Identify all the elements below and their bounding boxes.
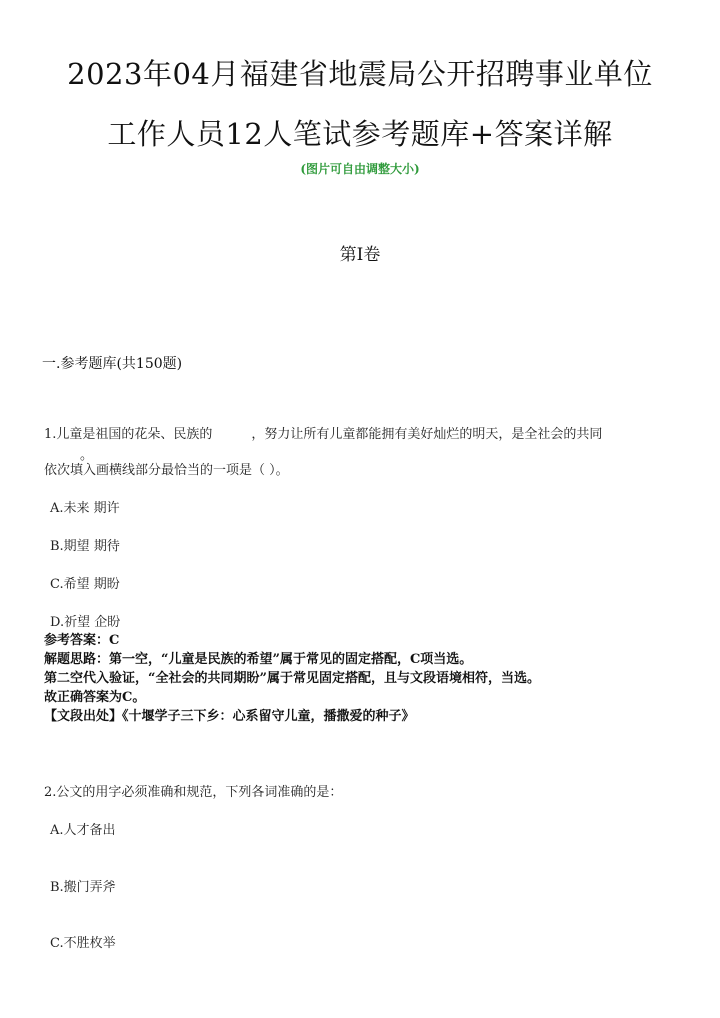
question-2-stem: 2.公文的用字必须准确和规范，下列各词准确的是： — [44, 785, 343, 800]
question-1-stem-line-2: 依次填入画横线部分最恰当的一项是（ ）。 — [44, 463, 289, 478]
question-1-option-d: D.祈望 企盼 — [50, 615, 121, 630]
volume-heading: 第I卷 — [339, 245, 381, 265]
question-1-option-a: A.未来 期许 — [50, 501, 120, 516]
question-1-option-c: C.希望 期盼 — [50, 577, 120, 592]
question-1-stem-dot: 。 — [80, 448, 94, 463]
document-subtitle: (图片可自由调整大小) — [300, 162, 420, 176]
document-title-line-2: 工作人员12人笔试参考题库+答案详解 — [107, 117, 613, 151]
question-2-option-a: A.人才备出 — [50, 823, 116, 838]
question-1-explanation-line-1: 解题思路：第一空，“儿童是民族的希望”属于常见的固定搭配，C项当选。 — [44, 652, 473, 667]
question-1-explanation-line-3: 故正确答案为C。 — [44, 690, 146, 705]
question-2-option-b: B.搬门弄斧 — [50, 880, 116, 895]
question-1-explanation-line-2: 第二空代入验证，“全社会的共同期盼”属于常见固定搭配，且与文段语境相符，当选。 — [44, 671, 540, 686]
question-2-option-c: C.不胜枚举 — [50, 936, 116, 951]
question-1-stem-line-1: 1.儿童是祖国的花朵、民族的 ，努力让所有儿童都能拥有美好灿烂的明天，是全社会的共同 — [44, 427, 603, 442]
question-1-source: 【文段出处】《十堰学子三下乡：心系留守儿童，播撒爱的种子》 — [44, 709, 415, 724]
section-heading: 一.参考题库(共150题) — [42, 356, 183, 372]
question-1-option-b: B.期望 期待 — [50, 539, 120, 554]
question-1-answer: 参考答案：C — [44, 633, 120, 648]
document-title-line-1: 2023年04月福建省地震局公开招聘事业单位 — [67, 57, 653, 91]
